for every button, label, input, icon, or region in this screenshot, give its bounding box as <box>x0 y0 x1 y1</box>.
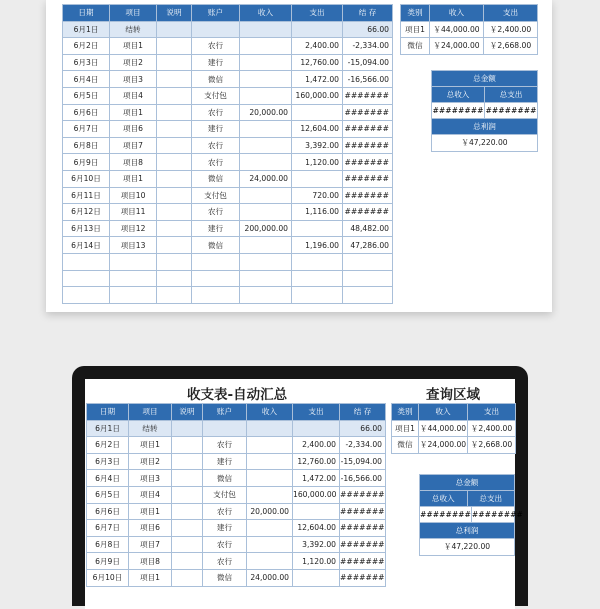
ledger-cell[interactable]: ####### <box>343 137 393 154</box>
screen-ledger-cell[interactable]: 3,392.00 <box>293 536 340 553</box>
ledger-cell[interactable] <box>110 270 157 287</box>
ledger-header-cell: 账户 <box>192 5 240 22</box>
ledger-cell[interactable]: ####### <box>343 154 393 171</box>
ledger-cell[interactable]: 农行 <box>192 204 240 221</box>
screen-ledger-cell[interactable] <box>172 437 203 454</box>
screen-ledger-cell[interactable]: 项目1 <box>129 569 172 586</box>
ledger-cell[interactable]: 1,472.00 <box>292 71 343 88</box>
screen-ledger-cell[interactable] <box>293 503 340 520</box>
screen-ledger-cell[interactable] <box>247 420 293 437</box>
ledger-row <box>63 38 393 55</box>
screen-ledger-header-cell: 账户 <box>203 404 247 421</box>
ledger-cell[interactable] <box>157 87 192 104</box>
screen-ledger-cell[interactable] <box>172 453 203 470</box>
ledger-header-cell: 结 存 <box>343 5 393 22</box>
ledger-cell[interactable] <box>240 137 292 154</box>
screen-ledger-cell[interactable] <box>172 520 203 537</box>
screen-ledger-cell[interactable]: 项目1 <box>129 437 172 454</box>
ledger-cell[interactable]: ####### <box>343 170 393 187</box>
ledger-row <box>63 170 393 187</box>
ledger-cell[interactable] <box>110 253 157 270</box>
ledger-cell[interactable] <box>157 137 192 154</box>
ledger-cell[interactable]: 项目11 <box>110 204 157 221</box>
ledger-cell[interactable] <box>292 270 343 287</box>
screen-ledger-row <box>87 470 386 487</box>
ledger-cell[interactable]: ####### <box>343 121 393 138</box>
screen-ledger-cell[interactable]: 6月9日 <box>87 553 129 570</box>
ledger-cell[interactable] <box>63 253 110 270</box>
ledger-cell[interactable] <box>157 237 192 254</box>
ledger-cell[interactable] <box>157 270 192 287</box>
ledger-cell[interactable] <box>157 71 192 88</box>
screen-ledger-row <box>87 569 386 586</box>
screen-ledger-cell[interactable]: 农行 <box>203 503 247 520</box>
ledger-cell[interactable]: -15,094.00 <box>343 54 393 71</box>
screen-ledger-cell[interactable]: 20,000.00 <box>247 503 293 520</box>
screen-ledger-cell[interactable]: 6月7日 <box>87 520 129 537</box>
screen-totals-box <box>419 474 523 556</box>
screen-total-profit-value[interactable]: ￥47,220.00 <box>443 542 491 551</box>
screen-totals-value-row <box>420 507 523 523</box>
screen-ledger-cell[interactable]: ####### <box>340 553 386 570</box>
ledger-cell[interactable]: 支付包 <box>192 87 240 104</box>
ledger-cell[interactable]: 12,604.00 <box>292 121 343 138</box>
screen-ledger-cell[interactable] <box>172 553 203 570</box>
ledger-cell[interactable]: 6月11日 <box>63 187 110 204</box>
total-expense-label: 总支出 <box>484 87 537 102</box>
screen-ledger-row <box>87 503 386 520</box>
ledger-cell[interactable]: -16,566.00 <box>343 71 393 88</box>
screen-ledger-row <box>87 453 386 470</box>
screen-query-cell[interactable]: ￥44,000.00 <box>419 420 468 437</box>
screen-ledger-cell[interactable]: 12,760.00 <box>293 453 340 470</box>
screen-ledger-cell[interactable] <box>247 470 293 487</box>
query-cell[interactable]: 项目1 <box>401 21 430 38</box>
screen-ledger-cell[interactable]: ####### <box>340 569 386 586</box>
ledger-cell[interactable]: 建行 <box>192 54 240 71</box>
ledger-cell[interactable] <box>110 287 157 304</box>
ledger-cell[interactable]: ####### <box>343 87 393 104</box>
screen-query-header-cell: 收入 <box>419 404 468 421</box>
screen-query-cell[interactable]: 项目1 <box>392 420 419 437</box>
screen-ledger-cell[interactable] <box>293 420 340 437</box>
ledger-cell[interactable] <box>157 121 192 138</box>
screen-ledger-cell[interactable] <box>293 569 340 586</box>
query-cell[interactable]: 微信 <box>401 38 430 55</box>
total-income-label: 总收入 <box>432 87 484 102</box>
screen-ledger-cell[interactable] <box>247 453 293 470</box>
ledger-cell[interactable] <box>240 187 292 204</box>
ledger-cell[interactable] <box>240 287 292 304</box>
query-cell[interactable]: ￥2,400.00 <box>484 21 538 38</box>
screen-query-cell[interactable]: ￥2,668.00 <box>468 437 516 454</box>
ledger-cell[interactable] <box>157 204 192 221</box>
ledger-cell[interactable] <box>192 270 240 287</box>
screen-ledger-header-cell: 说明 <box>172 404 203 421</box>
screen-title: 收支表-自动汇总 <box>187 387 288 403</box>
ledger-cell[interactable]: 720.00 <box>292 187 343 204</box>
ledger-cell[interactable] <box>240 38 292 55</box>
ledger-cell[interactable] <box>240 204 292 221</box>
screen-query-cell[interactable]: 微信 <box>392 437 419 454</box>
query-cell[interactable]: ￥2,668.00 <box>484 38 538 55</box>
screen-query-row <box>392 420 516 437</box>
ledger-cell[interactable]: 6月2日 <box>63 38 110 55</box>
screen-ledger-cell[interactable] <box>172 486 203 503</box>
ledger-cell[interactable] <box>240 71 292 88</box>
query-row <box>401 38 538 55</box>
screen-ledger-cell[interactable] <box>172 569 203 586</box>
screen-ledger-cell[interactable]: 6月2日 <box>87 437 129 454</box>
ledger-cell[interactable]: 48,482.00 <box>343 220 393 237</box>
query-header-row <box>401 5 538 22</box>
ledger-cell[interactable]: 建行 <box>192 121 240 138</box>
ledger-cell[interactable]: 2,400.00 <box>292 38 343 55</box>
ledger-cell[interactable]: 支付包 <box>192 187 240 204</box>
screen-ledger-cell[interactable] <box>247 437 293 454</box>
screen-query-header-cell: 类别 <box>392 404 419 421</box>
ledger-row <box>63 270 393 287</box>
total-expense-value[interactable]: ######## <box>484 103 537 118</box>
screen-ledger-cell[interactable] <box>203 420 247 437</box>
ledger-cell[interactable]: 1,196.00 <box>292 237 343 254</box>
ledger-cell[interactable]: 微信 <box>192 71 240 88</box>
ledger-cell[interactable]: 1,120.00 <box>292 154 343 171</box>
ledger-cell[interactable] <box>240 21 292 38</box>
screen-ledger-header-cell: 收入 <box>247 404 293 421</box>
ledger-cell[interactable]: 47,286.00 <box>343 237 393 254</box>
ledger-row <box>63 287 393 304</box>
ledger-cell[interactable]: 结转 <box>110 21 157 38</box>
screen-query-row <box>392 437 516 454</box>
screen-query-cell[interactable]: ￥2,400.00 <box>468 420 516 437</box>
ledger-row <box>63 54 393 71</box>
screen-ledger-cell[interactable]: 支付包 <box>203 486 247 503</box>
ledger-cell[interactable]: 项目7 <box>110 137 157 154</box>
query-header-cell: 收入 <box>430 5 484 22</box>
ledger-cell[interactable]: 项目1 <box>110 38 157 55</box>
ledger-cell[interactable] <box>157 104 192 121</box>
ledger-cell[interactable]: 农行 <box>192 104 240 121</box>
ledger-cell[interactable] <box>292 253 343 270</box>
screen-query-header-cell: 支出 <box>468 404 516 421</box>
ledger-cell[interactable] <box>292 287 343 304</box>
ledger-cell[interactable] <box>157 287 192 304</box>
ledger-row <box>63 71 393 88</box>
ledger-row <box>63 21 393 38</box>
screen-ledger-cell[interactable]: ####### <box>340 503 386 520</box>
ledger-cell[interactable]: 6月9日 <box>63 154 110 171</box>
ledger-cell[interactable] <box>292 21 343 38</box>
screen-ledger-header-cell: 支出 <box>293 404 340 421</box>
screen-ledger-cell[interactable]: 结转 <box>129 420 172 437</box>
ledger-row <box>63 220 393 237</box>
screen-ledger-cell[interactable]: 160,000.00 <box>293 486 340 503</box>
screen-ledger-cell[interactable] <box>172 420 203 437</box>
spreadsheet-panel <box>46 0 552 312</box>
ledger-cell[interactable] <box>240 87 292 104</box>
ledger-header-cell: 收入 <box>240 5 292 22</box>
screen-ledger-cell[interactable]: 微信 <box>203 470 247 487</box>
ledger-header-cell: 项目 <box>110 5 157 22</box>
total-income-value[interactable]: ######## <box>432 106 484 115</box>
ledger-cell[interactable]: 6月4日 <box>63 71 110 88</box>
ledger-cell[interactable]: 项目2 <box>110 54 157 71</box>
screen-ledger-row <box>87 486 386 503</box>
query-header-cell: 支出 <box>484 5 538 22</box>
screen-ledger-cell[interactable]: 6月3日 <box>87 453 129 470</box>
query-table <box>400 4 538 55</box>
ledger-cell[interactable] <box>157 170 192 187</box>
ledger-row <box>63 87 393 104</box>
ledger-cell[interactable] <box>240 253 292 270</box>
ledger-cell[interactable]: 3,392.00 <box>292 137 343 154</box>
screen-ledger-cell[interactable]: 6月8日 <box>87 536 129 553</box>
ledger-header-row <box>63 5 393 22</box>
ledger-cell[interactable] <box>292 170 343 187</box>
ledger-table <box>62 4 393 304</box>
screen-ledger-cell[interactable]: -15,094.00 <box>340 453 386 470</box>
ledger-cell[interactable] <box>63 270 110 287</box>
screen-ledger-cell[interactable]: 6月5日 <box>87 486 129 503</box>
screen-ledger-cell[interactable]: 1,472.00 <box>293 470 340 487</box>
ledger-cell[interactable]: 160,000.00 <box>292 87 343 104</box>
ledger-cell[interactable]: 200,000.00 <box>240 220 292 237</box>
ledger-cell[interactable]: 项目6 <box>110 121 157 138</box>
ledger-cell[interactable]: 12,760.00 <box>292 54 343 71</box>
screen-ledger-cell[interactable]: 农行 <box>203 437 247 454</box>
ledger-cell[interactable]: 6月14日 <box>63 237 110 254</box>
screen-ledger-cell[interactable]: 项目3 <box>129 470 172 487</box>
ledger-cell[interactable] <box>192 21 240 38</box>
ledger-cell[interactable] <box>157 187 192 204</box>
screen-total-expense-value[interactable]: ######## <box>471 507 523 522</box>
ledger-cell[interactable] <box>343 253 393 270</box>
ledger-cell[interactable]: 20,000.00 <box>240 104 292 121</box>
screen-ledger-cell[interactable]: 项目4 <box>129 486 172 503</box>
screen-ledger-cell[interactable] <box>172 536 203 553</box>
screen-total-income-value[interactable]: ######## <box>420 510 471 519</box>
ledger-cell[interactable] <box>292 220 343 237</box>
screen-ledger-cell[interactable]: 建行 <box>203 453 247 470</box>
total-profit-title: 总利润 <box>432 119 537 135</box>
ledger-row <box>63 187 393 204</box>
ledger-row <box>63 237 393 254</box>
total-profit-value[interactable]: ￥47,220.00 <box>461 138 508 147</box>
ledger-cell[interactable]: ####### <box>343 187 393 204</box>
ledger-cell[interactable] <box>157 220 192 237</box>
screen-ledger-row <box>87 536 386 553</box>
ledger-cell[interactable]: 项目4 <box>110 87 157 104</box>
ledger-cell[interactable]: 项目12 <box>110 220 157 237</box>
screen-ledger-cell[interactable]: 6月1日 <box>87 420 129 437</box>
ledger-cell[interactable]: ####### <box>343 104 393 121</box>
screen-ledger-header-cell: 结 存 <box>340 404 386 421</box>
screen-query-header-row <box>392 404 516 421</box>
ledger-cell[interactable]: ####### <box>343 204 393 221</box>
ledger-cell[interactable]: 项目10 <box>110 187 157 204</box>
screen-query-title: 查询区域 <box>426 387 480 403</box>
ledger-cell[interactable]: 微信 <box>192 170 240 187</box>
screen-total-expense-label: 总支出 <box>467 491 515 506</box>
screen-ledger-cell[interactable]: ####### <box>340 536 386 553</box>
totals-label-row <box>432 87 537 103</box>
screen-ledger-header-cell: 日期 <box>87 404 129 421</box>
ledger-cell[interactable] <box>240 237 292 254</box>
ledger-cell[interactable]: -2,334.00 <box>343 38 393 55</box>
screen-ledger-cell[interactable]: 农行 <box>203 536 247 553</box>
ledger-cell[interactable] <box>240 121 292 138</box>
ledger-row <box>63 121 393 138</box>
ledger-cell[interactable] <box>63 287 110 304</box>
screen-ledger-cell[interactable]: ####### <box>340 486 386 503</box>
screen-ledger-cell[interactable]: 12,604.00 <box>293 520 340 537</box>
ledger-cell[interactable]: 6月6日 <box>63 104 110 121</box>
ledger-cell[interactable] <box>240 270 292 287</box>
screen-ledger-cell[interactable]: 6月4日 <box>87 470 129 487</box>
ledger-cell[interactable] <box>240 54 292 71</box>
ledger-cell[interactable] <box>240 154 292 171</box>
ledger-cell[interactable]: 农行 <box>192 154 240 171</box>
screen-total-income-label: 总收入 <box>420 491 467 506</box>
query-row <box>401 21 538 38</box>
screen-total-profit-title: 总利润 <box>420 523 514 539</box>
screen-ledger-cell[interactable] <box>172 470 203 487</box>
query-header-cell: 类别 <box>401 5 430 22</box>
ledger-cell[interactable] <box>343 287 393 304</box>
screen-ledger-row <box>87 520 386 537</box>
ledger-cell[interactable] <box>292 104 343 121</box>
ledger-cell[interactable]: 6月12日 <box>63 204 110 221</box>
ledger-cell[interactable]: 农行 <box>192 38 240 55</box>
screen-ledger-cell[interactable]: 66.00 <box>340 420 386 437</box>
ledger-header-cell: 日期 <box>63 5 110 22</box>
screen-ledger-row <box>87 553 386 570</box>
screen-ledger-cell[interactable]: 建行 <box>203 520 247 537</box>
ledger-cell[interactable] <box>157 54 192 71</box>
screen-ledger-cell[interactable]: 24,000.00 <box>247 569 293 586</box>
ledger-cell[interactable]: 6月7日 <box>63 121 110 138</box>
screen-ledger-cell[interactable] <box>247 536 293 553</box>
ledger-cell[interactable]: 6月3日 <box>63 54 110 71</box>
screen-ledger-cell[interactable]: 2,400.00 <box>293 437 340 454</box>
screen-ledger-cell[interactable]: -2,334.00 <box>340 437 386 454</box>
screen-ledger-cell[interactable]: 微信 <box>203 569 247 586</box>
screen-ledger-cell[interactable] <box>247 520 293 537</box>
screen-ledger-cell[interactable] <box>247 486 293 503</box>
ledger-cell[interactable]: 24,000.00 <box>240 170 292 187</box>
totals-box <box>431 70 538 152</box>
ledger-cell[interactable]: 6月13日 <box>63 220 110 237</box>
screen-ledger-cell[interactable]: 项目8 <box>129 553 172 570</box>
screen-ledger-row <box>87 420 386 437</box>
screen-ledger-cell[interactable]: 项目7 <box>129 536 172 553</box>
ledger-cell[interactable] <box>157 21 192 38</box>
ledger-row <box>63 104 393 121</box>
screen-query-table <box>391 403 516 454</box>
screen-totals-label-row <box>420 491 514 507</box>
ledger-cell[interactable] <box>157 154 192 171</box>
query-cell[interactable]: ￥44,000.00 <box>430 21 484 38</box>
screen-ledger-cell[interactable]: -16,566.00 <box>340 470 386 487</box>
ledger-cell[interactable]: 6月8日 <box>63 137 110 154</box>
ledger-header-cell: 支出 <box>292 5 343 22</box>
screen-ledger-cell[interactable]: 农行 <box>203 553 247 570</box>
screen-ledger-cell[interactable] <box>247 553 293 570</box>
ledger-cell[interactable] <box>157 38 192 55</box>
ledger-cell[interactable]: 项目8 <box>110 154 157 171</box>
ledger-cell[interactable]: 6月1日 <box>63 21 110 38</box>
laptop-screen <box>85 379 523 609</box>
screen-ledger-table <box>86 403 386 587</box>
ledger-cell[interactable]: 项目13 <box>110 237 157 254</box>
ledger-cell[interactable]: 项目1 <box>110 170 157 187</box>
ledger-cell[interactable] <box>192 253 240 270</box>
ledger-cell[interactable]: 农行 <box>192 137 240 154</box>
ledger-header-cell: 说明 <box>157 5 192 22</box>
query-cell[interactable]: ￥24,000.00 <box>430 38 484 55</box>
ledger-row <box>63 154 393 171</box>
screen-ledger-cell[interactable]: 项目6 <box>129 520 172 537</box>
screen-ledger-cell[interactable]: 项目1 <box>129 503 172 520</box>
ledger-cell[interactable] <box>157 253 192 270</box>
ledger-cell[interactable]: 项目3 <box>110 71 157 88</box>
ledger-row <box>63 253 393 270</box>
ledger-cell[interactable]: 项目1 <box>110 104 157 121</box>
ledger-cell[interactable]: 6月5日 <box>63 87 110 104</box>
screen-ledger-cell[interactable]: 项目2 <box>129 453 172 470</box>
ledger-cell[interactable] <box>192 287 240 304</box>
ledger-cell[interactable]: 微信 <box>192 237 240 254</box>
screen-query-cell[interactable]: ￥24,000.00 <box>419 437 468 454</box>
screen-ledger-cell[interactable]: 1,120.00 <box>293 553 340 570</box>
ledger-cell[interactable]: 66.00 <box>343 21 393 38</box>
screen-ledger-cell[interactable] <box>172 503 203 520</box>
totals-value-row <box>432 103 537 119</box>
ledger-cell[interactable] <box>343 270 393 287</box>
screen-ledger-row <box>87 437 386 454</box>
screen-total-amount-title: 总金额 <box>420 475 514 491</box>
ledger-cell[interactable]: 1,116.00 <box>292 204 343 221</box>
screen-ledger-header-cell: 项目 <box>129 404 172 421</box>
laptop-mockup <box>72 366 528 606</box>
ledger-cell[interactable]: 6月10日 <box>63 170 110 187</box>
ledger-cell[interactable]: 建行 <box>192 220 240 237</box>
ledger-row <box>63 204 393 221</box>
screen-ledger-cell[interactable]: ####### <box>340 520 386 537</box>
total-amount-title: 总金额 <box>432 71 537 87</box>
screen-ledger-header-row <box>87 404 386 421</box>
screen-ledger-cell[interactable]: 6月10日 <box>87 569 129 586</box>
screen-ledger-cell[interactable]: 6月6日 <box>87 503 129 520</box>
ledger-row <box>63 137 393 154</box>
